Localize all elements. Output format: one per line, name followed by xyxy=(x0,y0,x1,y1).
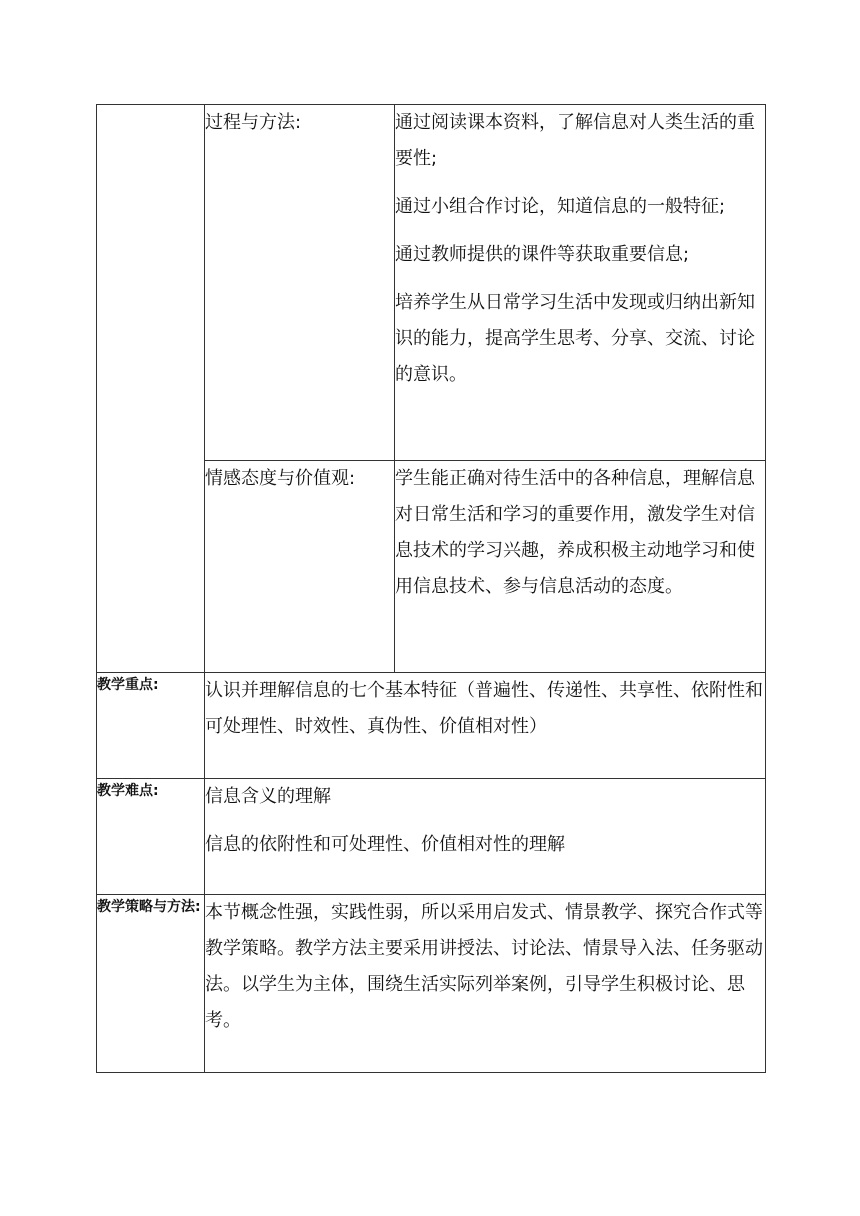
strategy-label: 教学策略与方法: xyxy=(97,895,205,1073)
process-item: 通过教师提供的课件等获取重要信息; xyxy=(395,244,690,265)
difficulties-label: 教学难点: xyxy=(97,779,205,895)
difficulties-content xyxy=(205,779,766,895)
key-points-text: 认识并理解信息的七个基本特征（普遍性、传递性、共享性、依附性和可处理性、时效性、真伪性、价值相对性） xyxy=(205,680,763,737)
process-item: 培养学生从日常学习生活中发现或归纳出新知识的能力，提高学生思考、分享、交流、讨论的意识。 xyxy=(395,292,755,385)
emotion-values-label: 情感态度与价值观: xyxy=(205,468,356,489)
process-methods-label: 过程与方法: xyxy=(205,112,302,133)
row-difficulties xyxy=(97,779,766,895)
row-strategy xyxy=(97,895,766,1073)
empty-label-cell xyxy=(97,105,205,673)
emotion-values-content xyxy=(395,461,766,673)
key-points-label: 教学重点: xyxy=(97,673,205,779)
strategy-content xyxy=(205,895,766,1073)
difficulty-item: 信息含义的理解 xyxy=(205,786,331,807)
row-process-methods xyxy=(97,105,766,461)
process-methods-content xyxy=(395,105,766,461)
row-key-points xyxy=(97,673,766,779)
process-methods-label-cell xyxy=(205,105,395,461)
lesson-plan-table xyxy=(96,104,766,1073)
emotion-values-label-cell xyxy=(205,461,395,673)
process-item: 通过阅读课本资料，了解信息对人类生活的重要性; xyxy=(395,112,755,169)
emotion-values-text: 学生能正确对待生活中的各种信息，理解信息对日常生活和学习的重要作用，激发学生对信息技术的学习兴趣，养成积极主动地学习和使用信息技术、参与信息活动的态度。 xyxy=(395,468,755,597)
strategy-text: 本节概念性强，实践性弱，所以采用启发式、情景教学、探究合作式等教学策略。教学方法主要采用讲授法、讨论法、情景导入法、任务驱动法。以学生为主体，围绕生活实际列举案例，引导学生积极讨论、思考。 xyxy=(205,902,763,1031)
key-points-content xyxy=(205,673,766,779)
process-item: 通过小组合作讨论，知道信息的一般特征; xyxy=(395,196,726,217)
difficulty-item: 信息的依附性和可处理性、价值相对性的理解 xyxy=(205,834,565,855)
